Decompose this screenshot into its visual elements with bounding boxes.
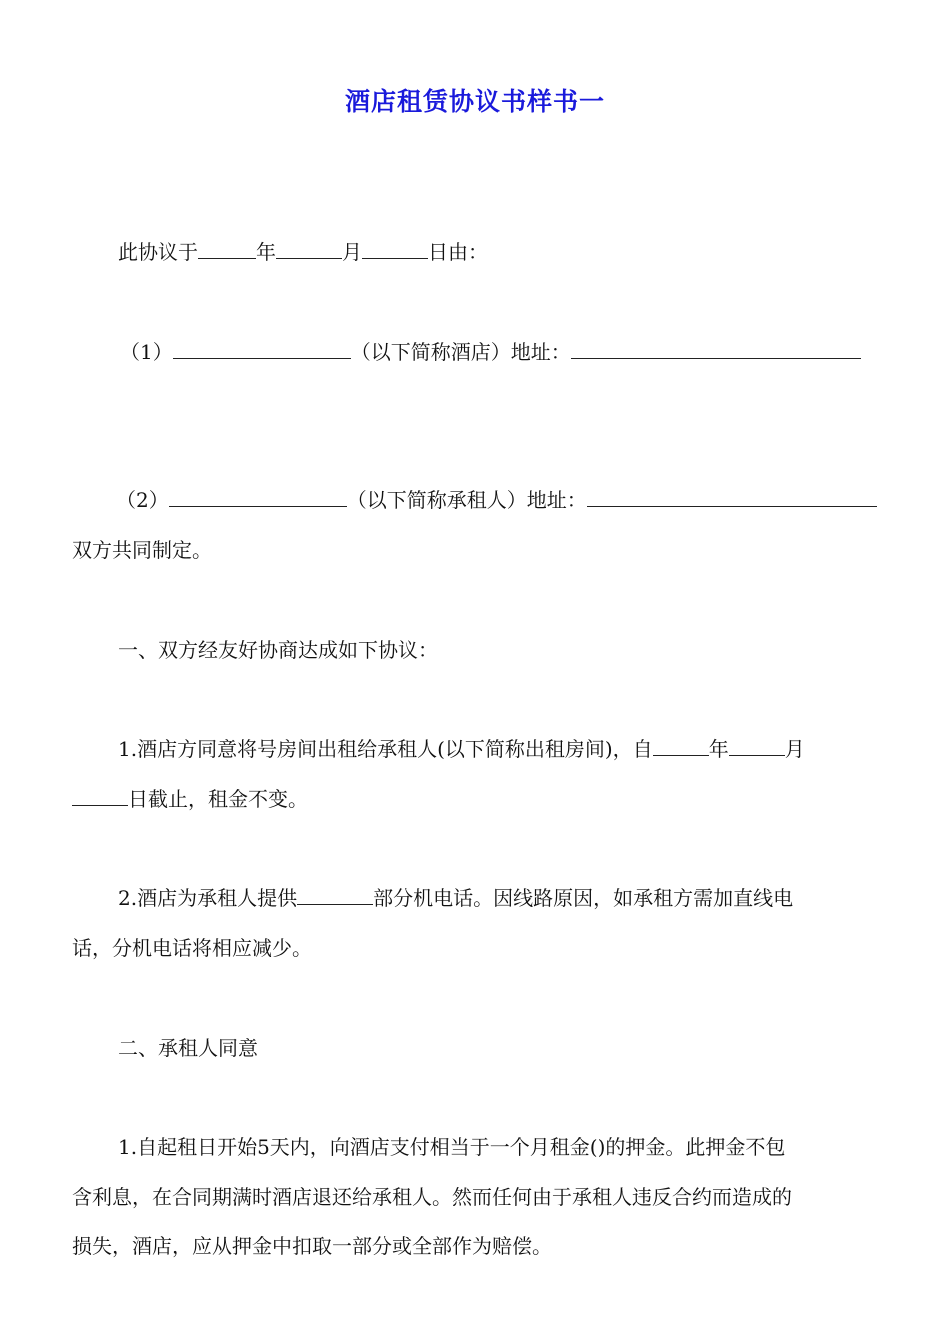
blank-year	[198, 240, 256, 259]
text: （以下简称承租人）地址：	[346, 488, 587, 512]
item-1-line-2	[72, 787, 308, 811]
item-1-line-1	[118, 737, 805, 761]
section-2-heading: 二、承租人同意	[118, 1036, 258, 1060]
text: 年	[708, 737, 729, 761]
item-2-line-2: 话，分机电话将相应减少。	[72, 936, 312, 960]
item-2-line-1	[118, 886, 793, 910]
blank-day	[362, 240, 428, 259]
document-title: 酒店租赁协议书样书一	[344, 87, 605, 116]
text: （以下简称酒店）地址：	[350, 340, 571, 364]
blank-month	[729, 737, 785, 756]
text: 部分机电话。因线路原因，如承租方需加直线电	[373, 886, 794, 910]
text: （1）	[120, 340, 173, 364]
text: 1.酒店方同意将号房间出租给承租人(以下简称出租房间)，自	[118, 737, 653, 761]
text: 2.酒店为承租人提供	[118, 886, 298, 910]
text: 日由：	[428, 240, 488, 264]
text: 此协议于	[118, 240, 198, 264]
blank-day	[72, 787, 128, 806]
blank-tenant-name	[169, 488, 347, 507]
text: 日截止，租金不变。	[128, 787, 308, 811]
section-2-item-1-line-1: 1.自起租日开始5天内，向酒店支付相当于一个月租金()的押金。此押金不包	[118, 1135, 786, 1159]
blank-hotel-name	[173, 340, 351, 359]
section-2-item-1-line-2: 含利息，在合同期满时酒店退还给承租人。然而任何由于承租人违反合约而造成的	[72, 1185, 792, 1209]
blank-hotel-address	[571, 340, 861, 359]
blank-month	[276, 240, 342, 259]
section-1-heading: 一、双方经友好协商达成如下协议：	[118, 638, 438, 662]
jointly-made-line: 双方共同制定。	[72, 538, 212, 562]
blank-phone-count	[297, 886, 373, 905]
section-2-item-1-line-3: 损失，酒店，应从押金中扣取一部分或全部作为赔偿。	[72, 1234, 552, 1258]
blank-tenant-address	[587, 488, 877, 507]
text: 月	[342, 240, 362, 264]
party-2-line	[116, 488, 877, 512]
blank-year	[653, 737, 709, 756]
text: （2）	[116, 488, 169, 512]
agreement-date-line	[118, 240, 488, 264]
text: 年	[256, 240, 276, 264]
party-1-line	[120, 340, 861, 364]
text: 月	[784, 737, 805, 761]
